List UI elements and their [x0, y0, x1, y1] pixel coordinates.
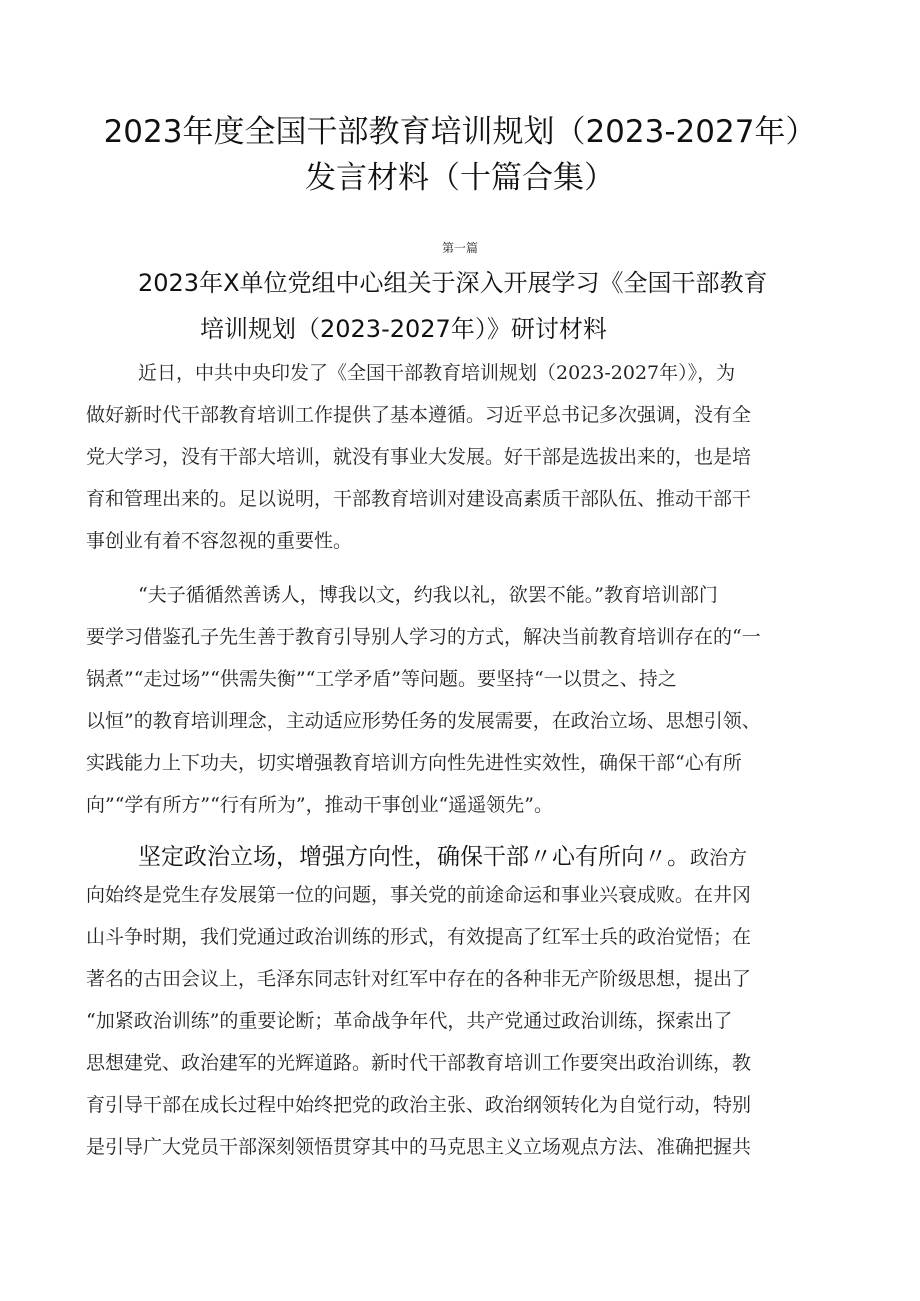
paragraph-line: 以恒”的教育培训理念，主动适应形势任务的发展需要，在政治立场、思想引领、 [86, 710, 761, 732]
heading-tail-text-2: 方 [728, 847, 748, 869]
paragraph-line: 育和管理出来的。足以说明，干部教育培训对建设高素质干部队伍、推动干部干 [86, 488, 752, 510]
paragraph-line: 事创业有着不容忽视的重要性。 [86, 530, 353, 552]
paragraph-line: 思想建党、政治建军的光辉道路。新时代干部教育培训工作要突出政治训练，教 [86, 1052, 752, 1074]
document-title-line-1: 2023年度全国干部教育培训规划（2023-2027年） [103, 114, 817, 150]
paragraph-line: 是引导广大党员干部深刻领悟贯穿其中的马克思主义立场观点方法、准确把握共 [86, 1136, 752, 1158]
subtitle-line-2: 培训规划（2023-2027年）》研讨材料 [200, 315, 607, 343]
paragraph-line: 向”“学有所方”“行有所为”，推动干事创业“遥遥领先”。 [86, 794, 553, 816]
paragraph-line: 近日，中共中央印发了《全国干部教育培训规划（2023-2027年）》，为 [138, 362, 736, 384]
paragraph-line: 实践能力上下功夫，切实增强教育培训方向性先进性实效性，确保干部“心有所 [86, 752, 742, 774]
document-title-line-2: 发言材料（十篇合集） [305, 160, 615, 196]
section-heading: 坚定政治立场，增强方向性，确保干部〃心有所向〃。 [138, 844, 690, 870]
subtitle-line-1: 2023年X单位党组中心组关于深入开展学习《全国干部教育 [138, 269, 768, 297]
paragraph-line: 锅煮”“走过场”“供需失衡”“工学矛盾”等问题。要坚持“一以贯之、持之 [86, 668, 677, 690]
heading-tail-text: 政治 [690, 847, 729, 869]
paragraph-line: 育引导干部在成长过程中始终把党的政治主张、政治纲领转化为自觉行动，特别 [86, 1094, 752, 1116]
paragraph-line: “加紧政治训练”的重要论断；革命战争年代，共产党通过政治训练，探索出了 [86, 1010, 733, 1032]
paragraph-line: 向始终是党生存发展第一位的问题，事关党的前途命运和事业兴衰成败。在井冈 [86, 884, 752, 906]
paragraph-line: 山斗争时期，我们党通过政治训练的形式，有效提高了红军士兵的政治觉悟；在 [86, 926, 752, 948]
part-label: 第一篇 [441, 241, 478, 255]
paragraph-line: 著名的古田会议上，毛泽东同志针对红军中存在的各种非无产阶级思想，提出了 [86, 968, 752, 990]
paragraph-line: 做好新时代干部教育培训工作提供了基本遵循。习近平总书记多次强调，没有全 [86, 404, 752, 426]
section-heading-line [138, 844, 747, 871]
paragraph-line: 党大学习，没有干部大培训，就没有事业大发展。好干部是选拔出来的，也是培 [86, 446, 752, 468]
paragraph-line: 要学习借鉴孔子先生善于教育引导别人学习的方式，解决当前教育培训存在的“一 [86, 626, 761, 648]
paragraph-line: “夫子循循然善诱人，博我以文，约我以礼，欲罢不能。”教育培训部门 [138, 584, 718, 606]
